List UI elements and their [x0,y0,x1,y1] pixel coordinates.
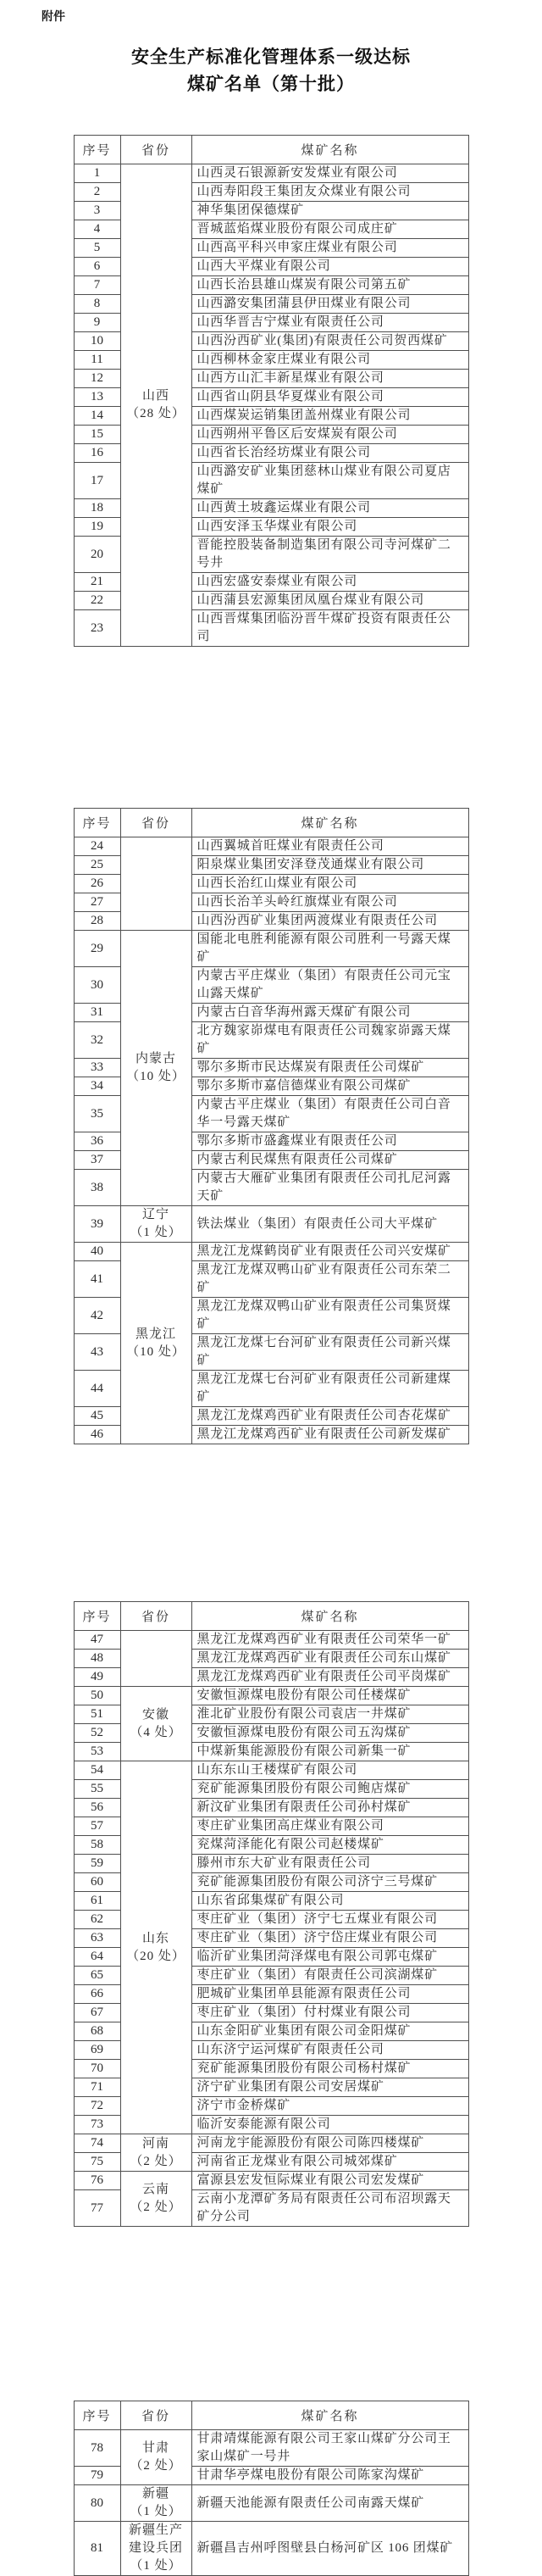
table-row [74,1243,468,1261]
row-index-cell: 29 [74,931,120,967]
row-index-cell: 16 [74,444,120,463]
mine-name-cell: 中煤新集能源股份有限公司新集一矿 [191,1743,468,1761]
mine-name-cell: 山西寿阳段王集团友众煤业有限公司 [191,183,468,202]
col-header-mine: 煤矿名称 [191,1602,468,1631]
row-index-cell: 10 [74,332,120,351]
row-index-cell: 72 [74,2097,120,2116]
mine-name-cell: 内蒙古利民煤焦有限责任公司煤矿 [191,1151,468,1170]
row-index-cell: 58 [74,1836,120,1855]
mine-name-cell: 山西高平科兴申家庄煤业有限公司 [191,239,468,258]
table-row [74,2172,468,2190]
row-index-cell: 55 [74,1780,120,1799]
table-row [74,2522,468,2576]
header-row [74,2401,468,2430]
row-index-cell: 73 [74,2116,120,2134]
row-index-cell: 32 [74,1022,120,1059]
mine-name-cell: 山西蒲县宏源集团凤凰台煤业有限公司 [191,592,468,610]
mine-name-cell: 山西大平煤业有限公司 [191,258,468,276]
mine-name-cell: 鄂尔多斯市嘉信德煤业有限公司煤矿 [191,1077,468,1096]
province-cell: 云南 （2 处） [120,2172,191,2227]
row-index-cell: 4 [74,220,120,239]
row-index-cell: 53 [74,1743,120,1761]
row-index-cell: 67 [74,2004,120,2022]
mine-name-cell: 山西汾西矿业(集团)有限责任公司贺西煤矿 [191,332,468,351]
row-index-cell: 5 [74,239,120,258]
row-index-cell: 62 [74,1911,120,1929]
row-index-cell: 15 [74,426,120,444]
table-row [74,931,468,967]
row-index-cell: 9 [74,314,120,332]
mine-name-cell: 山西晋煤集团临汾晋牛煤矿投资有限责任公司 [191,610,468,647]
mine-name-cell: 枣庄矿业集团高庄煤业有限公司 [191,1817,468,1836]
row-index-cell: 66 [74,1985,120,2004]
row-index-cell: 46 [74,1426,120,1444]
mine-name-cell: 新疆天池能源有限责任公司南露天煤矿 [191,2485,468,2522]
mine-name-cell: 山西灵石银源新安发煤业有限公司 [191,164,468,183]
province-cell: 内蒙古 （10 处） [120,931,191,1206]
row-index-cell: 1 [74,164,120,183]
col-header-index: 序号 [74,136,120,164]
mine-name-cell: 甘肃华亭煤电股份有限公司陈家沟煤矿 [191,2467,468,2485]
mine-name-cell: 山西华晋吉宁煤业有限责任公司 [191,314,468,332]
mine-name-cell: 阳泉煤业集团安泽登茂通煤业有限公司 [191,856,468,875]
mine-name-cell: 山西省长治经坊煤业有限公司 [191,444,468,463]
row-index-cell: 56 [74,1799,120,1817]
col-header-index: 序号 [74,809,120,837]
province-cell: 黑龙江 （10 处） [120,1243,191,1444]
col-header-province: 省份 [120,2401,191,2430]
row-index-cell: 80 [74,2485,120,2522]
row-index-cell: 14 [74,407,120,426]
col-header-mine: 煤矿名称 [191,136,468,164]
table-row [74,2485,468,2522]
mine-name-cell: 临沂安泰能源有限公司 [191,2116,468,2134]
mine-name-cell: 兖矿能源集团股份有限公司济宁三号煤矿 [191,1873,468,1892]
row-index-cell: 60 [74,1873,120,1892]
province-cell: 河南 （2 处） [120,2134,191,2172]
mine-table-page-2 [74,808,469,1444]
row-index-cell: 18 [74,499,120,518]
row-index-cell: 43 [74,1334,120,1371]
col-header-index: 序号 [74,2401,120,2430]
header-row [74,136,468,164]
mine-name-cell: 黑龙江龙煤七台河矿业有限责任公司新兴煤矿 [191,1334,468,1371]
row-index-cell: 49 [74,1668,120,1687]
row-index-cell: 27 [74,893,120,912]
mine-name-cell: 枣庄矿业（集团）有限责任公司滨湖煤矿 [191,1967,468,1985]
mine-name-cell: 黑龙江龙煤鸡西矿业有限责任公司新发煤矿 [191,1426,468,1444]
mine-name-cell: 云南小龙潭矿务局有限责任公司布沼坝露天矿分公司 [191,2190,468,2227]
mine-name-cell: 山东省邱集煤矿有限公司 [191,1892,468,1911]
province-cell: 安徽 （4 处） [120,1687,191,1761]
mine-name-cell: 山西黄土坡鑫运煤业有限公司 [191,499,468,518]
row-index-cell: 45 [74,1407,120,1426]
row-index-cell: 11 [74,351,120,370]
attachment-label: 附件 [41,9,65,23]
col-header-index: 序号 [74,1602,120,1631]
mine-name-cell: 黑龙江龙煤双鸭山矿业有限责任公司集贤煤矿 [191,1298,468,1334]
province-cell [120,837,191,931]
mine-name-cell: 山西长治红山煤业有限公司 [191,875,468,893]
row-index-cell: 68 [74,2022,120,2041]
row-index-cell: 34 [74,1077,120,1096]
row-index-cell: 65 [74,1967,120,1985]
col-header-province: 省份 [120,1602,191,1631]
row-index-cell: 17 [74,463,120,499]
province-cell: 新疆生产 建设兵团 （1 处） [120,2522,191,2576]
mine-name-cell: 兖矿能源集团股份有限公司杨村煤矿 [191,2060,468,2078]
mine-name-cell: 山西省山阴县华夏煤业有限公司 [191,388,468,407]
mine-table-page-1 [74,135,469,647]
col-header-province: 省份 [120,136,191,164]
row-index-cell: 47 [74,1631,120,1650]
row-index-cell: 33 [74,1059,120,1077]
page-title-line1: 安全生产标准化管理体系一级达标 [131,47,411,67]
col-header-province: 省份 [120,809,191,837]
table-row [74,837,468,856]
mine-name-cell: 滕州市东大矿业有限责任公司 [191,1855,468,1873]
page-title-line2: 煤矿名单（第十批） [187,74,355,94]
mine-name-cell: 鄂尔多斯市盛鑫煤业有限责任公司 [191,1132,468,1151]
mine-table-page-3 [74,1601,469,2227]
mine-name-cell: 山西朔州平鲁区后安煤炭有限公司 [191,426,468,444]
mine-name-cell: 山西宏盛安泰煤业有限公司 [191,573,468,592]
row-index-cell: 57 [74,1817,120,1836]
mine-name-cell: 内蒙古平庄煤业（集团）有限责任公司白音华一号露天煤矿 [191,1096,468,1132]
mine-name-cell: 黑龙江龙煤双鸭山矿业有限责任公司东荣二矿 [191,1261,468,1298]
mine-name-cell: 山西安泽玉华煤业有限公司 [191,518,468,537]
row-index-cell: 3 [74,202,120,220]
mine-name-cell: 山西翼城首旺煤业有限责任公司 [191,837,468,856]
mine-name-cell: 临沂矿业集团菏泽煤电有限公司郭屯煤矿 [191,1948,468,1967]
row-index-cell: 69 [74,2041,120,2060]
row-index-cell: 37 [74,1151,120,1170]
mine-name-cell: 鄂尔多斯市民达煤炭有限责任公司煤矿 [191,1059,468,1077]
row-index-cell: 59 [74,1855,120,1873]
row-index-cell: 38 [74,1170,120,1206]
table-row [74,1206,468,1243]
mine-name-cell: 内蒙古平庄煤业（集团）有限责任公司元宝山露天煤矿 [191,967,468,1004]
mine-name-cell: 河南龙宇能源股份有限公司陈四楼煤矿 [191,2134,468,2153]
mine-name-cell: 兖煤菏泽能化有限公司赵楼煤矿 [191,1836,468,1855]
row-index-cell: 44 [74,1371,120,1407]
mine-name-cell: 安徽恒源煤电股份有限公司任楼煤矿 [191,1687,468,1705]
mine-name-cell: 肥城矿业集团单县能源有限责任公司 [191,1985,468,2004]
table-row [74,164,468,183]
mine-name-cell: 黑龙江龙煤鸡西矿业有限责任公司平岗煤矿 [191,1668,468,1687]
province-cell: 新疆 （1 处） [120,2485,191,2522]
row-index-cell: 36 [74,1132,120,1151]
row-index-cell: 2 [74,183,120,202]
table-row [74,2430,468,2467]
col-header-mine: 煤矿名称 [191,2401,468,2430]
header-row [74,809,468,837]
mine-name-cell: 北方魏家峁煤电有限责任公司魏家峁露天煤矿 [191,1022,468,1059]
row-index-cell: 41 [74,1261,120,1298]
row-index-cell: 35 [74,1096,120,1132]
row-index-cell: 52 [74,1724,120,1743]
province-cell: 辽宁 （1 处） [120,1206,191,1243]
mine-name-cell: 山西潞安矿业集团慈林山煤业有限公司夏店煤矿 [191,463,468,499]
province-cell: 山西 （28 处） [120,164,191,647]
row-index-cell: 21 [74,573,120,592]
mine-name-cell: 黑龙江龙煤七台河矿业有限责任公司新建煤矿 [191,1371,468,1407]
mine-name-cell: 山西煤炭运销集团盖州煤业有限公司 [191,407,468,426]
row-index-cell: 70 [74,2060,120,2078]
mine-name-cell: 晋城蓝焰煤业股份有限公司成庄矿 [191,220,468,239]
mine-name-cell: 淮北矿业股份有限公司袁店一井煤矿 [191,1705,468,1724]
page-title [0,43,542,97]
row-index-cell: 50 [74,1687,120,1705]
mine-name-cell: 黑龙江龙煤鹤岗矿业有限责任公司兴安煤矿 [191,1243,468,1261]
row-index-cell: 76 [74,2172,120,2190]
row-index-cell: 63 [74,1929,120,1948]
row-index-cell: 6 [74,258,120,276]
mine-name-cell: 富源县宏发恒际煤业有限公司宏发煤矿 [191,2172,468,2190]
header-row [74,1602,468,1631]
mine-name-cell: 山西方山汇丰新星煤业有限公司 [191,370,468,388]
mine-name-cell: 山西潞安集团蒲县伊田煤业有限公司 [191,295,468,314]
mine-name-cell: 枣庄矿业（集团）济宁岱庄煤业有限公司 [191,1929,468,1948]
row-index-cell: 61 [74,1892,120,1911]
table-row [74,1687,468,1705]
mine-name-cell: 山西长治县雄山煤炭有限公司第五矿 [191,276,468,295]
row-index-cell: 77 [74,2190,120,2227]
mine-name-cell: 内蒙古白音华海州露天煤矿有限公司 [191,1004,468,1022]
row-index-cell: 75 [74,2153,120,2172]
mine-name-cell: 山东东山王楼煤矿有限公司 [191,1761,468,1780]
row-index-cell: 25 [74,856,120,875]
table-row [74,2134,468,2153]
mine-name-cell: 山西长治羊头岭红旗煤业有限公司 [191,893,468,912]
mine-name-cell: 新汶矿业集团有限责任公司孙村煤矿 [191,1799,468,1817]
mine-name-cell: 晋能控股装备制造集团有限公司寺河煤矿二号井 [191,537,468,573]
mine-name-cell: 黑龙江龙煤鸡西矿业有限责任公司杏花煤矿 [191,1407,468,1426]
mine-name-cell: 河南省正龙煤业有限公司城郊煤矿 [191,2153,468,2172]
mine-name-cell: 新疆昌吉州呼图壁县白杨河矿区 106 团煤矿 [191,2522,468,2576]
mine-name-cell: 济宁矿业集团有限公司安居煤矿 [191,2078,468,2097]
row-index-cell: 74 [74,2134,120,2153]
row-index-cell: 30 [74,967,120,1004]
province-cell: 山东 （20 处） [120,1761,191,2134]
row-index-cell: 48 [74,1650,120,1668]
row-index-cell: 31 [74,1004,120,1022]
mine-name-cell: 枣庄矿业（集团）付村煤业有限公司 [191,2004,468,2022]
row-index-cell: 19 [74,518,120,537]
row-index-cell: 13 [74,388,120,407]
mine-name-cell: 山西柳林金家庄煤业有限公司 [191,351,468,370]
row-index-cell: 22 [74,592,120,610]
row-index-cell: 12 [74,370,120,388]
row-index-cell: 24 [74,837,120,856]
mine-name-cell: 内蒙古大雁矿业集团有限责任公司扎尼河露天矿 [191,1170,468,1206]
province-cell: 甘肃 （2 处） [120,2430,191,2485]
mine-name-cell: 黑龙江龙煤鸡西矿业有限责任公司荣华一矿 [191,1631,468,1650]
mine-name-cell: 国能北电胜利能源有限公司胜利一号露天煤矿 [191,931,468,967]
row-index-cell: 23 [74,610,120,647]
table-row [74,1761,468,1780]
row-index-cell: 81 [74,2522,120,2576]
row-index-cell: 64 [74,1948,120,1967]
mine-name-cell: 兖矿能源集团股份有限公司鲍店煤矿 [191,1780,468,1799]
row-index-cell: 51 [74,1705,120,1724]
row-index-cell: 54 [74,1761,120,1780]
mine-name-cell: 铁法煤业（集团）有限责任公司大平煤矿 [191,1206,468,1243]
mine-name-cell: 山东济宁运河煤矿有限责任公司 [191,2041,468,2060]
mine-name-cell: 山西汾西矿业集团两渡煤业有限责任公司 [191,912,468,931]
table-row [74,1631,468,1650]
row-index-cell: 20 [74,537,120,573]
row-index-cell: 8 [74,295,120,314]
mine-name-cell: 黑龙江龙煤鸡西矿业有限责任公司东山煤矿 [191,1650,468,1668]
mine-name-cell: 神华集团保德煤矿 [191,202,468,220]
row-index-cell: 79 [74,2467,120,2485]
row-index-cell: 40 [74,1243,120,1261]
row-index-cell: 78 [74,2430,120,2467]
mine-name-cell: 安徽恒源煤电股份有限公司五沟煤矿 [191,1724,468,1743]
mine-name-cell: 济宁市金桥煤矿 [191,2097,468,2116]
province-cell [120,1631,191,1687]
mine-name-cell: 山东金阳矿业集团有限公司金阳煤矿 [191,2022,468,2041]
row-index-cell: 71 [74,2078,120,2097]
row-index-cell: 39 [74,1206,120,1243]
row-index-cell: 7 [74,276,120,295]
row-index-cell: 28 [74,912,120,931]
row-index-cell: 26 [74,875,120,893]
row-index-cell: 42 [74,1298,120,1334]
mine-table-page-4 [74,2401,469,2576]
mine-name-cell: 甘肃靖煤能源有限公司王家山煤矿分公司王家山煤矿一号井 [191,2430,468,2467]
col-header-mine: 煤矿名称 [191,809,468,837]
mine-name-cell: 枣庄矿业（集团）济宁七五煤业有限公司 [191,1911,468,1929]
